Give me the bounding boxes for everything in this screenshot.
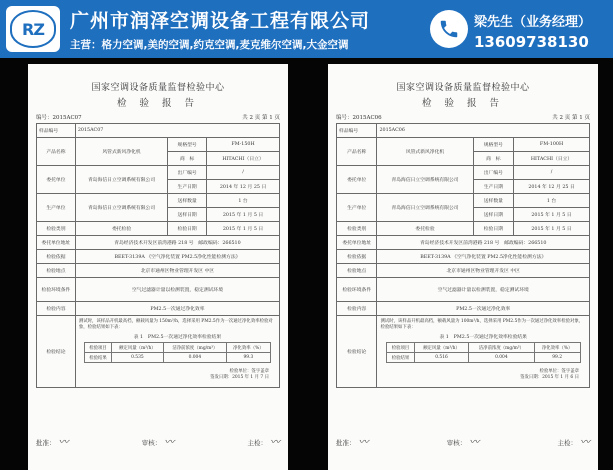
table-row (85, 343, 271, 353)
report-page: 共 2 页 第 1 页 (552, 115, 590, 121)
result-head-0: 检验项目 (85, 343, 112, 353)
type-label: 检验类别 (337, 222, 377, 236)
brand-value: HITACHI（日立） (207, 152, 280, 166)
env-value: 空气过滤器计量以检测装置，稳定测试环境 (377, 278, 590, 302)
std-label: 检验依据 (37, 250, 76, 264)
result-cell (377, 316, 590, 388)
approve-signature (336, 433, 369, 448)
result-cell-1: 0.535 (111, 353, 163, 363)
company-name: 广州市润泽空调设备工程有限公司 (70, 10, 371, 32)
signature-mark: 〰 (270, 437, 280, 448)
report-meta (328, 113, 598, 121)
content-label: 检验内容 (337, 302, 377, 316)
table-row (37, 166, 280, 180)
table-row (337, 166, 590, 180)
report-page: 共 2 页 第 1 页 (242, 115, 280, 121)
result-table-title: 表 1 PM2.5一次通过净化效率检验结果 (133, 335, 222, 340)
table-row (337, 302, 590, 316)
env-label: 检验环境条件 (37, 278, 76, 302)
contact-name: 梁先生（业务经理） (474, 15, 592, 30)
report-title: 检 验 报 告 (421, 98, 505, 109)
maker-label: 生产单位 (37, 194, 76, 222)
model-value: FM-150H (207, 138, 280, 152)
table-row (337, 124, 590, 138)
report-meta (28, 113, 288, 121)
qty-value: 1 台 (207, 194, 280, 208)
factory-no-value: / (514, 166, 590, 180)
product-name-label: 产品名称 (337, 138, 377, 166)
table-row (337, 316, 590, 388)
agency-label: 委托单位地址 (37, 236, 76, 250)
type-value: 委托检验 (75, 222, 167, 236)
signature-mark: 〰 (580, 437, 590, 448)
table-row (337, 236, 590, 250)
arrive-label: 送样日期 (168, 208, 207, 222)
issue-stamp: 检验单位：签字盖章 签发日期：2015 年 1 月 6 日 (520, 369, 579, 380)
prod-date-label: 生产日期 (168, 180, 207, 194)
review-signature (142, 433, 175, 448)
result-cell (75, 316, 279, 388)
sample-no-label: 样品编号 (337, 124, 377, 138)
result-head-1: 额定风量（m³/h） (415, 343, 469, 353)
client-label: 委托单位 (337, 166, 377, 194)
result-table (84, 342, 271, 363)
phone-icon[interactable] (430, 10, 468, 48)
test-date-value: 2015 年 1 月 5 日 (514, 222, 590, 236)
sample-no-value: 2015AC06 (377, 124, 590, 138)
result-head-2: 洁净前浓度（mg/m³） (469, 343, 535, 353)
maker-value: 青岛海信日立空调系统有限公司 (75, 194, 167, 222)
result-cell-2: 0.004 (469, 353, 535, 363)
env-value: 空气过滤器计量以检测装置，稳定测试环境 (75, 278, 279, 302)
background-strip-right (598, 58, 613, 470)
table-row (386, 353, 580, 363)
sample-no-label: 样品编号 (37, 124, 76, 138)
main-signature (558, 433, 591, 448)
table-row (337, 194, 590, 208)
client-label: 委托单位 (37, 166, 76, 194)
result-label: 检验结论 (37, 316, 76, 388)
background-strip-middle (288, 58, 328, 470)
signature-row (36, 433, 280, 448)
product-name-value: 风管式新风净化机 (377, 138, 473, 166)
issue-stamp: 检验单位：签字盖章 签发日期：2015 年 1 月 7 日 (210, 369, 269, 380)
main-signature (248, 433, 281, 448)
maker-value: 青岛海信日立空调系统有限公司 (377, 194, 473, 222)
prod-date-value: 2014 年 12 月 25 日 (207, 180, 280, 194)
result-cell-3: 99.2 (534, 353, 580, 363)
table-row (85, 353, 271, 363)
test-date-value: 2015 年 1 月 5 日 (207, 222, 280, 236)
test-date-label: 检验日期 (168, 222, 207, 236)
place-value: 北京市通州区物业管理开发区 中区 (377, 264, 590, 278)
place-label: 检验地点 (337, 264, 377, 278)
main-label: 主检： (557, 439, 577, 447)
report-issuer: 国家空调设备质量监督检验中心 (396, 83, 530, 93)
arrive-value: 2015 年 1 月 5 日 (207, 208, 280, 222)
result-table (386, 342, 581, 363)
arrive-label: 送样日期 (473, 208, 513, 222)
client-value: 青岛海信日立空调系统有限公司 (75, 166, 167, 194)
logo-mark: RZ (10, 10, 56, 48)
report-number: 编号：2015AC06 (336, 115, 382, 121)
table-row (37, 264, 280, 278)
result-cell-2: 0.004 (163, 353, 226, 363)
brand-label: 商 标 (473, 152, 513, 166)
table-row (386, 343, 580, 353)
std-value: BEET-3139A 《空气净化装置 PM2.5净化性能检测方法》 (377, 250, 590, 264)
arrive-value: 2015 年 1 月 5 日 (514, 208, 590, 222)
result-cell-0: 检验结果 (386, 353, 414, 363)
report-number: 编号：2015AC07 (36, 115, 82, 121)
signature-mark: 〰 (469, 437, 480, 448)
client-value: 青岛海信日立空调系统有限公司 (377, 166, 473, 194)
result-head-3: 净化效率（%） (226, 343, 270, 353)
review-signature (447, 433, 480, 448)
qty-value: 1 台 (514, 194, 590, 208)
table-row (337, 138, 590, 152)
report-document-1[interactable] (28, 64, 288, 470)
place-label: 检验地点 (37, 264, 76, 278)
result-label: 检验结论 (337, 316, 377, 388)
table-row (37, 236, 280, 250)
model-value: FM-100H (514, 138, 590, 152)
report-info-table (36, 123, 280, 388)
content-value: PM2.5一次通过净化效率 (377, 302, 590, 316)
result-cell-3: 99.3 (226, 353, 270, 363)
test-date-label: 检验日期 (473, 222, 513, 236)
background-strip-left (0, 58, 28, 470)
table-row (37, 222, 280, 236)
place-value: 北京市通州区物业管理开发区 中区 (75, 264, 279, 278)
report-title: 检 验 报 告 (116, 98, 200, 109)
approve-label: 批准： (336, 439, 356, 447)
brand-value: HITACHI（日立） (514, 152, 590, 166)
result-head-1: 额定风量（m³/h） (111, 343, 163, 353)
type-value: 委托检验 (377, 222, 473, 236)
maker-label: 生产单位 (337, 194, 377, 222)
signature-mark: 〰 (164, 437, 175, 448)
std-label: 检验依据 (337, 250, 377, 264)
model-label: 规格型号 (168, 138, 207, 152)
env-label: 检验环境条件 (337, 278, 377, 302)
signature-row (336, 433, 590, 448)
table-row (337, 278, 590, 302)
factory-no-label: 出厂编号 (473, 166, 513, 180)
main-business: 主营：格力空调,美的空调,约克空调,麦克维尔空调,大金空调 (70, 39, 349, 51)
type-label: 检验类别 (37, 222, 76, 236)
approve-signature (36, 433, 69, 448)
result-head-3: 净化效率（%） (534, 343, 580, 353)
table-row (37, 250, 280, 264)
report-info-table (336, 123, 590, 388)
main-label: 主检： (247, 439, 267, 447)
approve-label: 批准： (36, 439, 56, 447)
table-row (337, 264, 590, 278)
table-row (337, 222, 590, 236)
result-cell-1: 0.516 (415, 353, 469, 363)
report-document-2[interactable] (328, 64, 598, 470)
signature-mark: 〰 (58, 437, 69, 448)
signature-mark: 〰 (358, 437, 369, 448)
qty-label: 送样数量 (168, 194, 207, 208)
content-value: PM2.5一次通过净化效率 (75, 302, 279, 316)
result-head-0: 检验项目 (386, 343, 414, 353)
review-label: 审核： (446, 439, 467, 447)
site-header (0, 0, 613, 58)
review-label: 审核： (141, 439, 162, 447)
company-logo[interactable] (6, 6, 60, 52)
table-row (37, 302, 280, 316)
agency-label: 委托单位地址 (337, 236, 377, 250)
prod-date-label: 生产日期 (473, 180, 513, 194)
table-row (37, 278, 280, 302)
factory-no-value: / (207, 166, 280, 180)
result-table-title: 表 1 PM2.5一次通过净化效率检验结果 (439, 335, 527, 340)
table-row (37, 138, 280, 152)
result-head-2: 洁净前浓度（mg/m³） (163, 343, 226, 353)
result-text: 测试时，该样品开机最高档，额载风量为 100m³/h，选择采用 PM2.5作为一次通过净化效率检验对象，检验结果如下表： (380, 319, 584, 330)
qty-label: 送样数量 (473, 194, 513, 208)
product-name-value: 风管式新风净化机 (75, 138, 167, 166)
model-label: 规格型号 (473, 138, 513, 152)
content-label: 检验内容 (37, 302, 76, 316)
table-row (337, 250, 590, 264)
prod-date-value: 2014 年 12 月 25 日 (514, 180, 590, 194)
sample-no-value: 2015AC07 (75, 124, 279, 138)
agency-value: 青岛经济技术开发区前湾港路 218 号 邮政编码：266510 (377, 236, 590, 250)
result-text: 测试时，该样品开机最高档，额载风量为 150m³/h，选择采用 PM2.5作为一次通过净化效率检验对象，检验结果如下表： (78, 319, 273, 330)
table-row (37, 194, 280, 208)
factory-no-label: 出厂编号 (168, 166, 207, 180)
result-cell-0: 检验结果 (85, 353, 112, 363)
product-name-label: 产品名称 (37, 138, 76, 166)
brand-label: 商 标 (168, 152, 207, 166)
table-row (37, 316, 280, 388)
agency-value: 青岛经济技术开发区前湾港路 218 号 邮政编码：266510 (75, 236, 279, 250)
contact-phone[interactable]: 13609738130 (474, 33, 589, 51)
std-value: BEET-3139A 《空气净化装置 PM2.5净化性能检测方法》 (75, 250, 279, 264)
report-issuer: 国家空调设备质量监督检验中心 (91, 83, 225, 93)
table-row (37, 124, 280, 138)
